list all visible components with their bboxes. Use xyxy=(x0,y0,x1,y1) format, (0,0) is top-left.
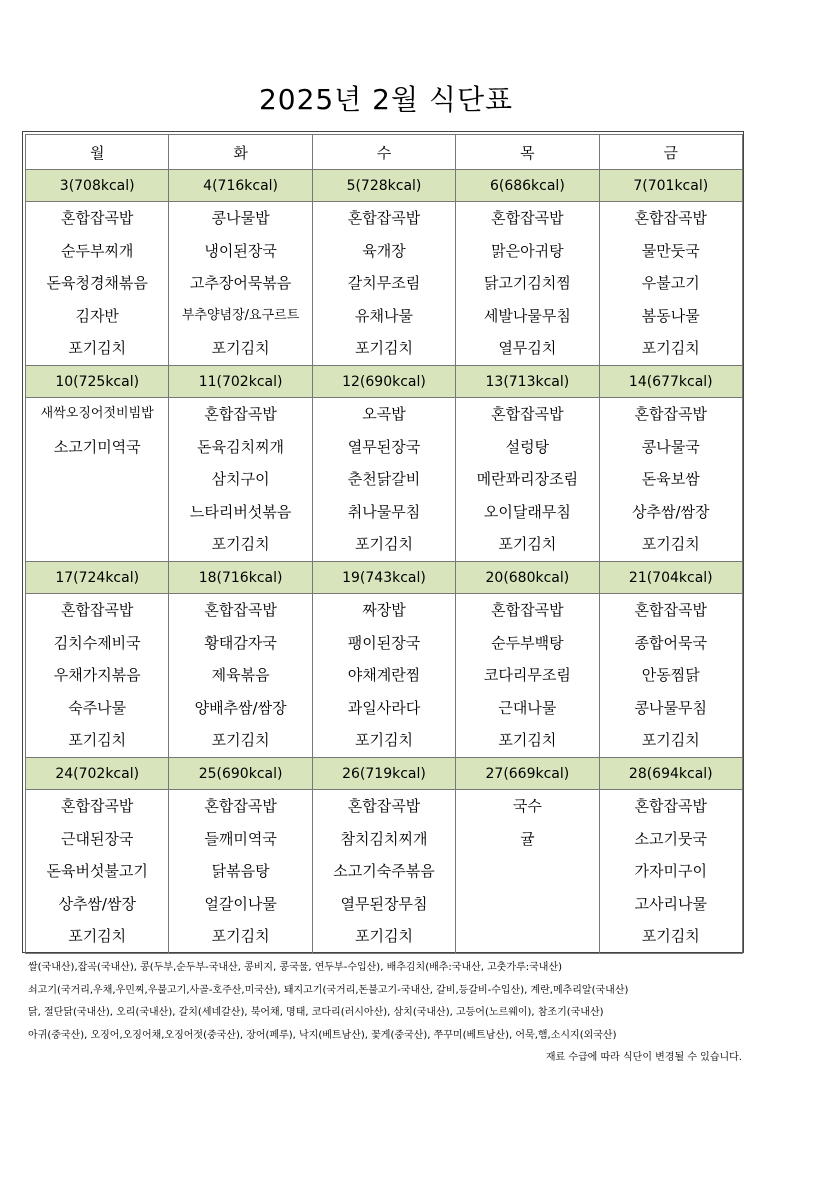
menu-item: 양배추쌈/쌈장 xyxy=(194,698,287,717)
date-calorie-cell: 10(725kcal) xyxy=(26,366,169,398)
menu-item: 혼합잡곡밥 xyxy=(204,797,277,815)
day-menu-cell xyxy=(599,594,742,758)
weekday-header: 월 xyxy=(26,135,169,170)
date-calorie-cell: 25(690kcal) xyxy=(169,758,312,790)
menu-item: 봄동나물 xyxy=(641,306,700,325)
date-calorie-cell: 24(702kcal) xyxy=(26,758,169,790)
day-menu-cell xyxy=(26,790,169,954)
menu-item: 포기김치 xyxy=(68,927,127,946)
menu-item: 안동찜닭 xyxy=(641,666,700,685)
menu-item: 순두부찌개 xyxy=(60,241,134,260)
menu-item: 우채가지볶음 xyxy=(53,666,141,685)
menu-table xyxy=(25,134,743,954)
origin-note: 쌀(국내산),잡곡(국내산), 콩(두부,순두부-국내산, 콩비지, 콩국물, 연두부-수입산), 배추김치(배추:국내산, 고춧가루:국내산) xyxy=(28,962,563,973)
menu-item: 포기김치 xyxy=(68,731,127,750)
date-calorie-cell: 14(677kcal) xyxy=(599,366,742,398)
menu-item: 부추양념장/요구르트 xyxy=(181,307,300,323)
menu-item: 맑은아귀탕 xyxy=(491,241,564,260)
menu-item: 근대나물 xyxy=(498,698,557,717)
origin-note: 쇠고기(국거리,우채,우민찌,우불고기,사골-호주산,미국산), 돼지고기(국거리,돈불고기-국내산, 갈비,등갈비-수입산), 계란,메추리알(국내산) xyxy=(28,984,629,996)
weekday-header-row xyxy=(26,135,743,170)
date-calorie-cell: 26(719kcal) xyxy=(312,758,455,790)
day-menu-cell xyxy=(312,790,455,954)
menu-item: 순두부백탕 xyxy=(491,633,564,652)
menu-row xyxy=(26,398,743,562)
menu-item: 김자반 xyxy=(75,306,119,325)
notes-section xyxy=(28,957,744,1070)
menu-item: 제육볶음 xyxy=(211,666,270,685)
menu-item: 포기김치 xyxy=(498,535,557,554)
date-calorie-cell: 5(728kcal) xyxy=(312,170,455,202)
menu-item: 야채계란찜 xyxy=(347,666,421,685)
date-calorie-cell: 17(724kcal) xyxy=(26,562,169,594)
day-menu-cell xyxy=(169,202,312,366)
menu-item: 얼갈이나물 xyxy=(204,894,277,913)
menu-item: 포기김치 xyxy=(211,535,270,554)
menu-item: 포기김치 xyxy=(211,927,270,946)
date-row xyxy=(26,562,743,594)
day-menu-cell xyxy=(26,398,169,562)
menu-row xyxy=(26,790,743,954)
menu-item: 돈육김치찌개 xyxy=(197,437,285,456)
menu-item: 열무김치 xyxy=(498,339,557,358)
page-title: 2025년 2월 식단표 xyxy=(258,83,514,116)
menu-item: 혼합잡곡밥 xyxy=(60,601,134,619)
menu-item: 돈육버섯불고기 xyxy=(46,862,148,881)
date-calorie-cell: 7(701kcal) xyxy=(599,170,742,202)
day-menu-cell xyxy=(312,202,455,366)
menu-item: 국수 xyxy=(512,797,542,815)
menu-item: 오곡밥 xyxy=(362,405,406,423)
menu-item: 콩나물무침 xyxy=(634,698,707,717)
weekday-header: 화 xyxy=(169,135,312,170)
menu-item: 김치수제비국 xyxy=(53,633,141,652)
menu-item: 소고기미역국 xyxy=(53,437,141,456)
day-menu-cell xyxy=(456,790,599,954)
menu-item: 소고기뭇국 xyxy=(634,829,707,848)
day-menu-cell xyxy=(169,398,312,562)
menu-item: 포기김치 xyxy=(641,927,700,946)
menu-item: 삼치구이 xyxy=(211,470,270,489)
date-calorie-cell: 6(686kcal) xyxy=(456,170,599,202)
menu-item: 콩나물밥 xyxy=(211,209,270,227)
date-calorie-cell: 12(690kcal) xyxy=(312,366,455,398)
weekday-header: 목 xyxy=(456,135,599,170)
menu-item: 포기김치 xyxy=(68,339,127,358)
day-menu-cell xyxy=(26,202,169,366)
disclaimer-note: 재료 수급에 따라 식단이 변경될 수 있습니다. xyxy=(545,1052,742,1063)
menu-item: 포기김치 xyxy=(641,535,700,554)
menu-item: 상추쌈/쌈장 xyxy=(632,502,710,521)
menu-item: 소고기숙주볶음 xyxy=(333,862,435,881)
menu-item: 새싹오징어젓비빔밥 xyxy=(40,406,154,421)
day-menu-cell xyxy=(312,398,455,562)
menu-item: 콩나물국 xyxy=(641,437,700,456)
menu-item: 설렁탕 xyxy=(505,437,550,456)
menu-item: 혼합잡곡밥 xyxy=(204,405,277,423)
menu-item: 혼합잡곡밥 xyxy=(60,209,134,227)
day-menu-cell xyxy=(456,202,599,366)
date-calorie-cell: 3(708kcal) xyxy=(26,170,169,202)
menu-item: 포기김치 xyxy=(354,339,413,358)
date-calorie-cell: 21(704kcal) xyxy=(599,562,742,594)
menu-item: 열무된장무침 xyxy=(340,894,428,913)
day-menu-cell xyxy=(456,594,599,758)
date-calorie-cell: 19(743kcal) xyxy=(312,562,455,594)
menu-item: 돈육보쌈 xyxy=(641,470,700,489)
menu-item: 근대된장국 xyxy=(60,829,134,848)
menu-item: 냉이된장국 xyxy=(204,241,277,260)
menu-item: 포기김치 xyxy=(498,731,557,750)
menu-item: 오이달래무침 xyxy=(483,502,571,521)
menu-item: 혼합잡곡밥 xyxy=(491,405,564,423)
menu-item: 포기김치 xyxy=(211,339,270,358)
menu-item: 참치김치찌개 xyxy=(340,829,428,848)
menu-item: 팽이된장국 xyxy=(347,633,421,652)
day-menu-cell xyxy=(599,202,742,366)
weekday-header: 수 xyxy=(312,135,455,170)
menu-item: 혼합잡곡밥 xyxy=(634,797,707,815)
menu-item: 숙주나물 xyxy=(68,698,127,717)
menu-item: 혼합잡곡밥 xyxy=(204,601,277,619)
menu-item: 메란꽈리장조림 xyxy=(476,470,579,489)
menu-item: 돈육청경채볶음 xyxy=(46,274,148,293)
menu-item: 춘천닭갈비 xyxy=(347,470,421,489)
menu-item: 닭볶음탕 xyxy=(211,862,270,881)
menu-item: 열무된장국 xyxy=(347,437,421,456)
origin-note: 닭, 절단닭(국내산), 오리(국내산), 갈치(세네갈산), 북어채, 명태, 코다리(러시아산), 삼치(국내산), 고등어(노르웨이), 참조기(국내산) xyxy=(28,1007,604,1018)
menu-item: 혼합잡곡밥 xyxy=(634,405,707,423)
date-row xyxy=(26,366,743,398)
menu-item: 포기김치 xyxy=(354,731,413,750)
menu-item: 가자미구이 xyxy=(634,862,707,881)
day-menu-cell xyxy=(169,594,312,758)
day-menu-cell xyxy=(169,790,312,954)
date-calorie-cell: 18(716kcal) xyxy=(169,562,312,594)
date-row xyxy=(26,170,743,202)
menu-item: 들깨미역국 xyxy=(204,829,277,848)
day-menu-cell xyxy=(599,790,742,954)
day-menu-cell xyxy=(26,594,169,758)
date-calorie-cell: 27(669kcal) xyxy=(456,758,599,790)
date-calorie-cell: 4(716kcal) xyxy=(169,170,312,202)
menu-item: 혼합잡곡밥 xyxy=(491,601,564,619)
date-calorie-cell: 20(680kcal) xyxy=(456,562,599,594)
menu-item: 갈치무조림 xyxy=(347,274,421,293)
day-menu-cell xyxy=(599,398,742,562)
date-calorie-cell: 11(702kcal) xyxy=(169,366,312,398)
menu-item: 귤 xyxy=(520,829,535,848)
menu-item: 세발나물무침 xyxy=(483,306,571,325)
menu-item: 육개장 xyxy=(362,241,406,260)
menu-item: 혼합잡곡밥 xyxy=(347,797,421,815)
menu-item: 포기김치 xyxy=(211,731,270,750)
menu-item: 물만둣국 xyxy=(641,241,700,260)
menu-item: 종합어묵국 xyxy=(634,633,707,652)
menu-item: 고추장어묵볶음 xyxy=(189,274,292,293)
menu-item: 과일사라다 xyxy=(347,698,421,717)
menu-item: 짜장밥 xyxy=(362,601,406,619)
menu-item: 혼합잡곡밥 xyxy=(491,209,564,227)
menu-item: 포기김치 xyxy=(354,927,413,946)
menu-item: 혼합잡곡밥 xyxy=(347,209,421,227)
day-menu-cell xyxy=(312,594,455,758)
menu-item: 닭고기김치찜 xyxy=(483,274,571,293)
menu-item: 우불고기 xyxy=(641,274,700,293)
menu-item: 느타리버섯볶음 xyxy=(189,502,292,521)
menu-item: 혼합잡곡밥 xyxy=(634,209,707,227)
menu-item: 고사리나물 xyxy=(634,894,707,913)
menu-item: 혼합잡곡밥 xyxy=(634,601,707,619)
origin-note: 아귀(중국산), 오징어,오징어채,오징어젓(중국산), 장어(페루), 낙지(베트남산), 꽃게(중국산), 쭈꾸미(베트남산), 어묵,햄,소시지(외국산) xyxy=(28,1029,617,1041)
menu-item: 혼합잡곡밥 xyxy=(60,797,134,815)
date-calorie-cell: 28(694kcal) xyxy=(599,758,742,790)
menu-item: 포기김치 xyxy=(641,731,700,750)
menu-row xyxy=(26,594,743,758)
menu-row xyxy=(26,202,743,366)
menu-item: 유채나물 xyxy=(354,306,413,325)
menu-item: 코다리무조림 xyxy=(483,666,571,685)
menu-item: 포기김치 xyxy=(641,339,700,358)
menu-item: 황태감자국 xyxy=(204,633,277,652)
menu-item: 상추쌈/쌈장 xyxy=(58,894,136,913)
menu-item: 포기김치 xyxy=(354,535,413,554)
date-calorie-cell: 13(713kcal) xyxy=(456,366,599,398)
weekday-header: 금 xyxy=(599,135,742,170)
date-row xyxy=(26,758,743,790)
menu-item: 취나물무침 xyxy=(347,502,421,521)
day-menu-cell xyxy=(456,398,599,562)
